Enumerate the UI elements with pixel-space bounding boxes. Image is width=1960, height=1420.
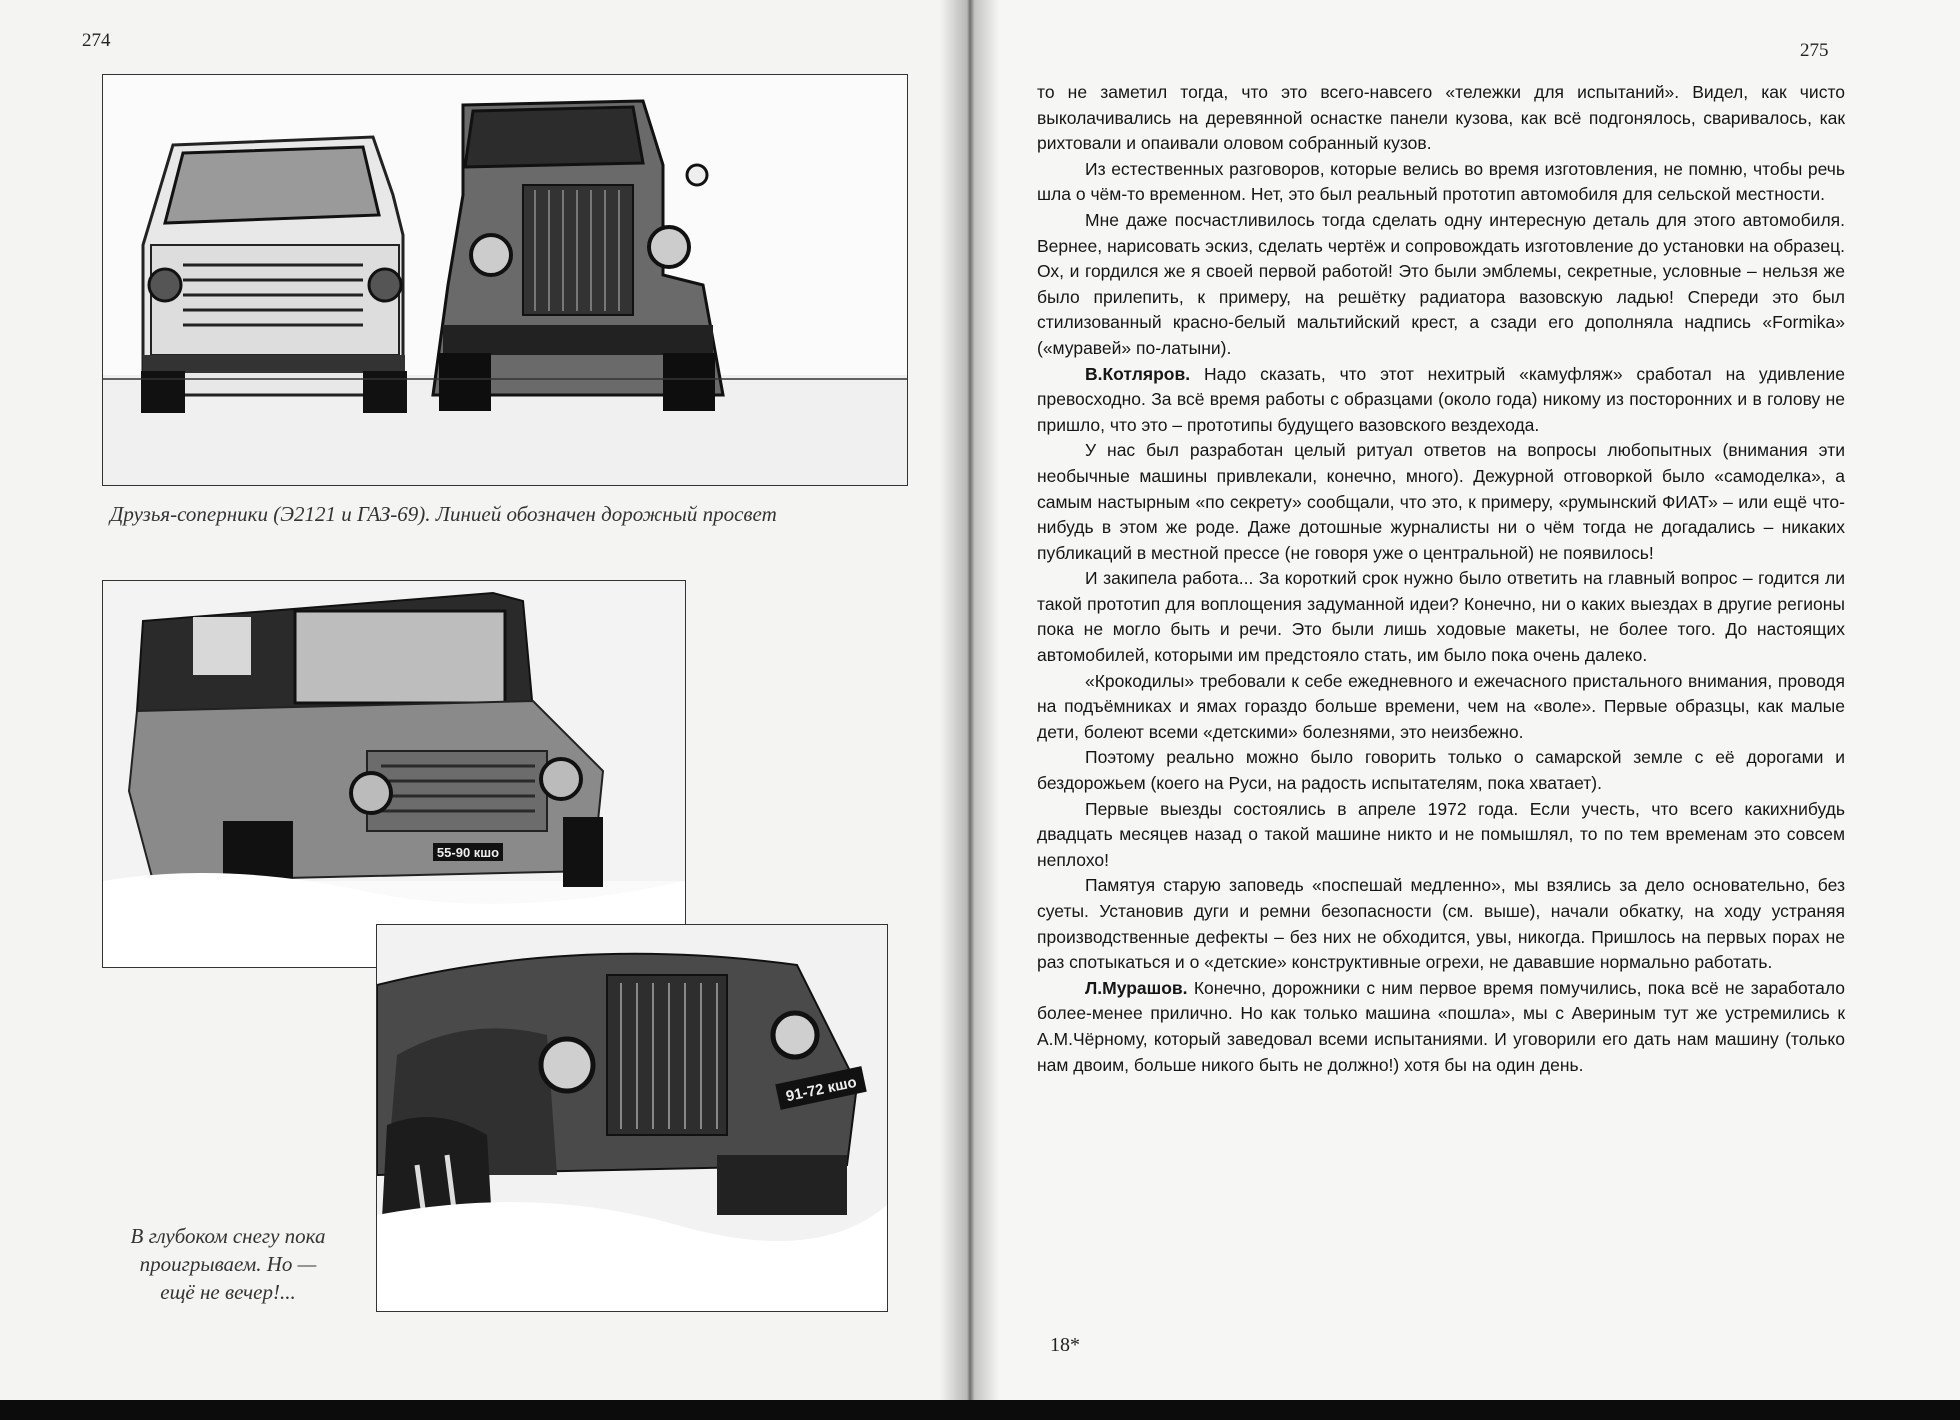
figure-2-caption [100,1222,356,1306]
paragraph-8: Поэтому реально можно было говорить только о самарской земле с её дорогами и бездорожьем (коего на Руси, на радость испытателям, пока хватает). [1037,747,1845,794]
photo-two-cars [102,74,908,486]
paragraph-4 [1037,362,1845,439]
photo-car-in-snow [102,580,686,968]
plate-91-72-text: 91-72 кшо [784,1073,859,1106]
photo-gaz-69-snow-image [377,925,887,1311]
photo-gaz-69-snow [376,924,888,1312]
figure-1-caption: Друзья-соперники (Э2121 и ГАЗ-69). Линией обозначен дорожный просвет [110,502,777,526]
signature-mark: 18* [1050,1334,1080,1356]
paragraph-4-text: Надо сказать, что этот нехитрый «камуфляж» сработал на удивление превосходно. За всё время работы с образцами (около года) никому из посторонних и в голову не пришло, что это – прототипы будущего вазовского вездехода. [1037,363,1845,435]
photo-car-in-snow-image [103,581,685,967]
plate-55-90-text: 55-90 кшо [436,845,500,860]
right-page-text [1037,80,1845,1078]
paragraph-1: то не заметил тогда, что это всего-навсего «тележки для испытаний». Видел, как чисто выколачивались на деревянной оснастке панели кузова, как всё подгонялось, сваривалось, как рихтовали и опаивали оловом собранный кузов. [1037,82,1845,154]
scan-bottom-edge [0,1400,1960,1420]
figure-2-caption-line-3: ещё не вечер!... [160,1280,296,1304]
paragraph-2: Из естественных разговоров, которые велись во время изготовления, не помню, чтобы речь шла о чём-то временном. Нет, это был реальный прототип автомобиля для сельской местности. [1037,158,1845,205]
paragraph-11-text: Конечно, дорожники с ним первое время помучились, пока всё не заработало более-менее прилично. Но как только машина «пошла», мы с Авериным тут же устремились к А.М.Чёрному, который заведовал всеми испытаниями. И уговорили его дать нам машину (только нам двоим, больше никого быть не должно!) хотя бы на один день. [1037,977,1845,1075]
paragraph-9: Первые выезды состоялись в апреле 1972 года. Если учесть, что всего какихнибудь двадцать месяцев назад о такой машине никто и не помышлял, то по тем временам это совсем неплохо! [1037,798,1845,870]
speaker-kotlyarov: В.Котляров. [1085,363,1191,384]
right-page-number: 275 [1800,40,1829,61]
speaker-murashov: Л.Мурашов. [1085,977,1188,998]
paragraph-6: И закипела работа... За короткий срок нужно было ответить на главный вопрос – годится ли такой прототип для воплощения задуманной идеи? Конечно, ни о каких выездах в другие регионы пока не могло быть и речи. Это были лишь ходовые макеты, не более того. До настоящих автомобилей, которыми им предстояло стать, им было пока очень далеко. [1037,568,1845,666]
left-page [0,0,962,1400]
figure-2-caption-line-1: В глубоком снегу пока [130,1224,326,1248]
figure-2-caption-line-2: проигрываем. Но — [139,1252,317,1276]
paragraph-5: У нас был разработан целый ритуал ответов на вопросы любопытных (внимания эти необычные машины привлекали, конечно, много). Дежурной отговоркой было «самоделка», а самым настырным «по секрету» сообщали, что это, к примеру, «румынский ФИАТ» – или ещё что-нибудь в этом же роде. Даже дотошные журналисты ни о чём тогда не догадались – никаких публикаций в местной прессе (не говоря уже о центральной) не появилось! [1037,440,1845,563]
paragraph-10: Памятуя старую заповедь «поспешай медленно», мы взялись за дело основательно, без суеты. Установив дуги и ремни безопасности (см. выше), начали обкатку, на ходу устраняя производственные дефекты – без них не обходится, увы, никогда. Пришлось на первых порах не раз спотыкаться и о «детские» конструктивные огрехи, не дававшие нормально работать. [1037,875,1845,973]
paragraph-3: Мне даже посчастливилось тогда сделать одну интересную деталь для этого автомобиля. Вернее, нарисовать эскиз, сделать чертёж и сопровождать изготовление до установки на образец. Ох, и гордился же я своей первой работой! Это были эмблемы, секретные, условные – нельзя же было прилепить, к примеру, на решётку радиатора вазовскую ладью! Спереди это был стилизованный красно-белый мальтийский крест, а сзади его дополняла надпись «Formika» («муравей» по-латыни). [1037,209,1845,358]
left-page-number: 274 [82,30,111,51]
paragraph-11 [1037,976,1845,1078]
photo-two-cars-image [103,75,907,485]
car-e2121 [141,137,407,413]
paragraph-7: «Крокодилы» требовали к себе ежедневного и ежечасного пристального внимания, проводя на подъёмниках и ямах гораздо больше времени, чем на «воле». Первые образцы, как малые дети, болеют всеми «детскими» болезнями, это неизбежно. [1037,670,1845,742]
